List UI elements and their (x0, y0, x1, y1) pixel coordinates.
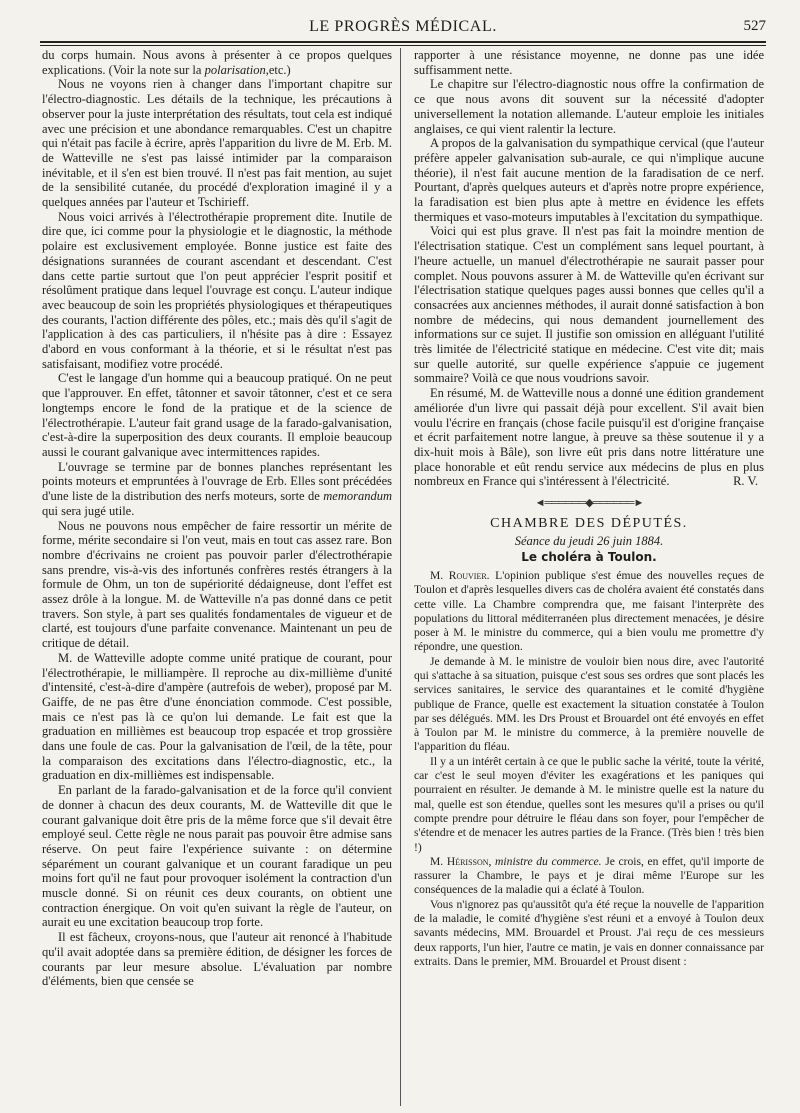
paragraph: Nous ne pouvons nous empêcher de faire ressortir un mérite de forme, mérite secondaire si l'on veut, mais en tout cas assez rare. Bon nombre d'écrivains ne croient pas pouvoir parler d'électrothérapie sans prendre, vis-à-vis des infortunés confrères restés étrangers à la formule de Ohm, un ton de supériorité dédaigneuse, dont l'effet est assez drôle à la longue. M. de Watteville n'a pas donné dans ce petit travers. Son style, à part ses qualités fondamentales de vigueur et de clarté, est toujours d'une parfaite convenance. Maintenant un peu de critique de détail. (42, 518, 392, 651)
paragraph: M. de Watteville adopte comme unité pratique de courant, pour l'électrothérapie, le milliampère. Il reproche au dix-millième d'unité d'intensité, c'est-à-dire d'ampère (autrefois de weber), proposé par M. Gaiffe, de ne pas être d'une énonciation commode. C'est possible, mais ce n'est pas là ce qu'on lui demande. Le fait est que la graduation en millièmes est beaucoup trop espacée et trop grossière dans une foule de cas. Pour la galvanisation de l'œil, de la tête, pour la comparaison des excitations dans l'électro-diagnostic, etc., la graduation en dix-millièmes est indispensable. (42, 650, 392, 783)
paragraph: M. Rouvier. L'opinion publique s'est émue des nouvelles reçues de Toulon et d'après lesquelles divers cas de choléra avaient été constatés dans cette ville. La Chambre comprendra que, me faisant l'interprète des populations du littoral méditerranéen plus directement menacées, je désire poser à M. le ministre du commerce, qui a bien voulu me promettre d'y répondre, une question. (414, 568, 764, 654)
paragraph: Il y a un intérêt certain à ce que le public sache la vérité, toute la vérité, car c'est le seul moyen d'éviter les exagérations et les paniques qui pourraient en résulter. Je demande à M. le ministre quelle est la nature du mal, quelle est son étendue, quelles sont les mesures qu'il a prises ou qu'il compte prendre pour détruire le fléau dans son foyer, pour l'empêcher de s'étendre et de menacer les autres parties de la France. (Très bien ! très bien !) (414, 754, 764, 854)
page-header (40, 18, 766, 38)
article-subhead: Le choléra à Toulon. (521, 550, 657, 565)
paragraph: Nous voici arrivés à l'électrothérapie proprement dite. Inutile de dire que, ici comme pour la physiologie et le diagnostic, la méthode polaire est exclusivement employée. Bonne justice est faite des désignations surannées de courant ascendant et descendant. C'est dans cette partie surtout que l'on peut apprécier l'esprit positif et résolûment pratique dans lequel l'ouvrage est conçu. L'auteur indique avec beaucoup de soin les propriétés physiologiques et thérapeutiques des courants, l'action différente des pôles, etc.; mais dès qu'il s'agit de l'application à des cas particuliers, il n'hésite pas à dire : Essayez d'abord en vous conformant à la théorie, et si le résultat n'est pas satisfaisant, modifiez votre procédé. (42, 209, 392, 371)
paragraph: Vous n'ignorez pas qu'aussitôt qu'a été reçue la nouvelle de l'apparition de la maladie, le comité d'hygiène s'est réuni et a envoyé à Toulon deux savants médecins, MM. Brouardel et Proust. J'ai reçu de ces messieurs deux rapports, l'un hier, l'autre ce matin, je vais en donner connaissance par extraits. Dans le premier, MM. Brouardel et Proust disent : (414, 897, 764, 968)
right-column (414, 48, 764, 1108)
paragraph: Nous ne voyons rien à changer dans l'important chapitre sur l'électro-diagnostic. Les détails de la technique, les précautions à observer pour la juste interprétation des résultats, tout cela est indiqué avec une précision et une abondance remarquables. C'est un chapitre qui n'était pas facile à écrire, après l'apparition du livre de M. Erb. M. de Watteville ne s'est pas laissé intimider par la comparaison inévitable, et il s'en est bien trouvé. Il n'est pas fait mention, au sujet de la sensibilité cutanée, du procédé d'exploration imaginé il y a quelques années par l'auteur et Tschirieff. (42, 77, 392, 210)
paragraph: L'ouvrage se termine par de bonnes planches représentant les points moteurs et empruntées à l'ouvrage de Erb. Elles sont précédées d'une liste de la distribution des nerfs moteurs, sorte de memorandum qui sera jugé utile. (42, 459, 392, 518)
page-number: 527 (743, 18, 766, 34)
paragraph: du corps humain. Nous avons à présenter à ce propos quelques explications. (Voir la note sur la polarisation,etc.) (42, 48, 392, 77)
paragraph: rapporter à une résistance moyenne, ne donne pas une idée suffisamment nette. (414, 48, 764, 77)
column-divider (400, 48, 401, 1106)
paragraph: C'est le langage d'un homme qui a beaucoup pratiqué. On ne peut que l'approuver. En effet, tâtonner et savoir tâtonner, c'est et ce sera longtemps encore le fond de la pratique et de la science de l'électrothérapie. L'auteur fait grand usage de la farado-galvanisation, c'est-à-dire la superposition des deux courants. Il emploie beaucoup aussi le courant galvanique avec intermittences rapides. (42, 371, 392, 459)
left-column (42, 48, 392, 1108)
paragraph: En parlant de la farado-galvanisation et de la force qu'il convient de donner à chacun des deux courants, M. de Watteville dit que le courant galvanique doit être pris de la même force que s'il devait être employé seul. Cette règle ne nous parait pas pouvoir être admise sans réserve. On peut faire l'expérience suivante : on détermine séparément un courant galvanique et un courant faradique un peu moins fort qu'il ne faut pour provoquer isolément la contraction d'un muscle donné. Si on réunit ces deux courants, on obtient une contraction énergique. On voit qu'en suivant la règle de l'auteur, on aurait eu une excitation beaucoup trop forte. (42, 783, 392, 930)
journal-title: LE PROGRÈS MÉDICAL. (309, 18, 497, 35)
paragraph: Le chapitre sur l'électro-diagnostic nous offre la confirmation de ce que nous avons dit souvent sur la nécessité d'adopter universellement la notation allemande. L'auteur emploie les initiales anglaises, ce qui vient ralentir la lecture. (414, 77, 764, 136)
session-date: Séance du jeudi 26 juin 1884. (514, 533, 664, 548)
paragraph: Il est fâcheux, croyons-nous, que l'auteur ait renoncé à l'habitude qu'il avait adoptée dans sa première édition, de désigner les forces de courants par leur mesure absolue. L'évaluation par nombre d'éléments, bien que censée se (42, 930, 392, 989)
paragraph: En résumé, M. de Watteville nous a donné une édition grandement améliorée d'un livre qui passait déjà pour excellent. S'il avait bien voulu l'écrire en français (chose facile puisqu'il est d'origine française et écrit parfaitement notre langue, à preuve sa thèse soutenue il y a dix-huit mois à Bâle), son livre eût pris dans notre littérature une place honorable et eût rendu service aux médecins de plus en plus nombreux en France qui s'intéressent à l'électricité. R. V. (414, 386, 764, 489)
section-separator: ◄══════◆══════► (534, 497, 644, 510)
paragraph: Voici qui est plus grave. Il n'est pas fait la moindre mention de l'électrisation statique. C'est un complément sans lequel pourtant, à l'heure actuelle, un manuel d'électrothérapie ne saurait passer pour complet. Nous pouvons assurer à M. de Watteville qu'en écrivant sur l'électrisation statique quelques pages aussi bonnes que celles qu'il a consacrées aux anciennes méthodes, il aurait donné satisfaction à bon nombre de médecins, qui nous demandent journellement des informations sur ce sujet. Il justifie son omission en alléguant l'utilité très limitée de l'électricité statique en médecine. C'est vite dit; mais sur quelle autorité, sur quelle expérience s'appuie ce jugement sommaire? Voilà ce que nous voudrions savoir. (414, 224, 764, 386)
author-signature: R. V. (733, 474, 758, 489)
speaker-name: M. Rouvier. (430, 568, 490, 582)
paragraph: Je demande à M. le ministre de vouloir bien nous dire, avec l'autorité qui s'attache à sa situation, puisque c'est sous ses ordres que sont placés les services sanitaires, le service des quarantaines et le comité d'hygiène publique de France, quelle est exactement la situation constatée à Toulon par ses délégués. MM. les Drs Proust et Brouardel ont été envoyés en effet à Toulon par M. le ministre du commerce, à la première nouvelle de l'apparition du fléau. (414, 654, 764, 754)
paragraph: A propos de la galvanisation du sympathique cervical (que l'auteur préfère appeler galvanisation sub-aurale, ce qui n'implique aucune théorie), il n'est fait aucune mention de la faradisation de ce nerf. Pourtant, d'après quelques auteurs et d'après notre propre expérience, la faradisation est bien plus apte à mettre en évidence les effets thermiques et vaso-moteurs imputables à l'excitation du sympathique. (414, 136, 764, 224)
header-rule-thick (40, 41, 766, 43)
paragraph: M. Hérisson, ministre du commerce. Je crois, en effet, qu'il importe de rassurer la Chambre, le pays et je dirai même l'Europe sur les conséquences de la maladie qui a éclaté à Toulon. (414, 854, 764, 897)
speaker-name: M. Hérisson, (430, 854, 492, 868)
header-rule-thin (40, 45, 766, 46)
debate-transcript (414, 569, 764, 969)
section-title: CHAMBRE DES DÉPUTÉS. (490, 515, 688, 531)
